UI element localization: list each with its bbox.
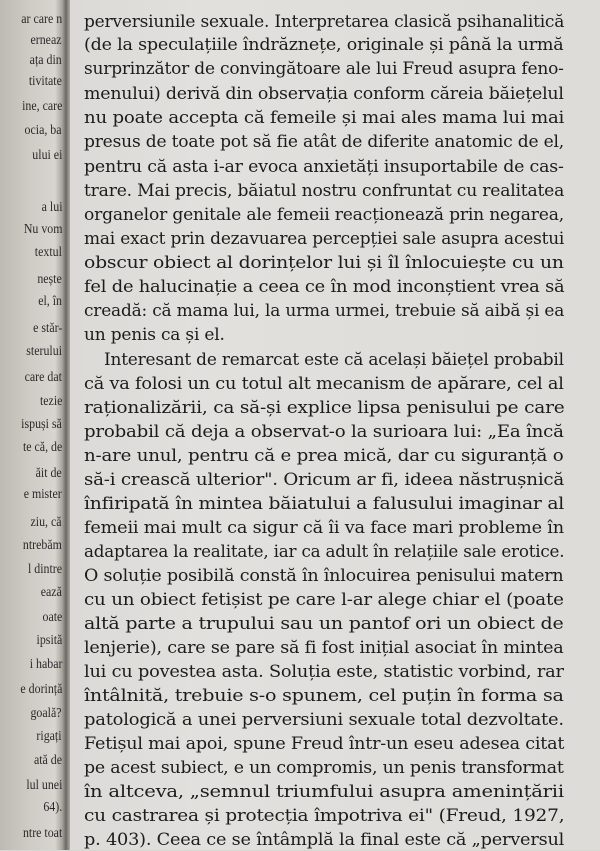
left-page-line: tezie	[39, 394, 62, 409]
left-page-line: 64).	[43, 800, 62, 815]
left-page-line: ează	[40, 585, 62, 600]
left-page-line: te că, de	[22, 440, 62, 455]
text-line: perversiunile sexuale. Interpretarea clasică psihanalitică	[84, 12, 565, 32]
left-page-line: lul unei	[25, 778, 62, 793]
text-line: lui cu povestea asta. Soluția este, statistic vorbind, rar	[84, 662, 564, 682]
left-page-line: ar care n	[21, 12, 62, 27]
text-line: fel de halucinație a ceea ce în mod inconștient vrea să	[84, 277, 565, 297]
text-line: (de la speculațiile îndrăznețe, originale și până la urmă	[84, 35, 564, 55]
left-page-line: el, în	[38, 294, 62, 309]
text-line: nu poate accepta că femeile și mai ales mama lui mai	[84, 108, 565, 128]
text-line: lenjerie), care se pare să fi fost inițial asociat în mintea	[84, 638, 564, 658]
left-page-line: nește	[37, 272, 62, 287]
left-page-line: erneaz	[30, 33, 62, 48]
text-line: cu un obiect fetișist pe care l-ar alege chiar el (poate	[84, 590, 564, 610]
text-line: Fetișul mai apoi, spune Freud într-un eseu adesea citat	[84, 734, 565, 754]
left-page-line: ată de	[33, 753, 62, 768]
text-line: înfiripată în mintea băiatului a falusului imaginar al	[84, 494, 565, 514]
left-page-line: ipsită	[36, 633, 62, 648]
left-page-line: goală?	[30, 706, 62, 721]
left-page-line: ocia, ba	[24, 123, 62, 138]
left-page-line: a lui	[41, 200, 62, 215]
text-line: organelor genitale ale femeii reacționează prin negarea,	[84, 205, 564, 225]
text-line: pentru că asta i-ar evoca anxietăți insuportabile de cas-	[84, 157, 564, 177]
left-page-line: ața din	[29, 53, 62, 68]
text-line: un penis ca și el.	[84, 325, 225, 345]
left-page-line: i habar	[29, 657, 62, 672]
left-page-line: textul	[34, 245, 62, 260]
left-page-line: Nu vom	[23, 222, 62, 237]
left-page-line: ispuși să	[21, 417, 62, 432]
text-line: surprinzător de convingătoare ale lui Freud asupra feno-	[84, 59, 564, 79]
text-line: O soluție posibilă constă în înlocuirea penisului matern	[84, 566, 564, 586]
left-page-line: oate	[42, 610, 62, 625]
left-page-line: sterului	[26, 344, 62, 359]
text-line: presus de toate pot să fie atât de diferite anatomic de el,	[84, 132, 564, 152]
text-line: p. 403). Ceea ce se întâmplă la final este că „perversul	[84, 830, 565, 850]
text-line: adaptarea la realitate, iar ca adult în relațiile sale erotice.	[84, 542, 565, 562]
text-line: obscur obiect al dorințelor lui și îl înlocuiește cu un	[84, 253, 564, 273]
text-line: patologică a unei perversiuni sexuale total dezvoltate.	[84, 710, 564, 730]
text-line: pe acest subiect, e un compromis, un penis transformat	[84, 758, 564, 778]
left-page-line: ului ei	[31, 148, 62, 163]
text-line: raționalizării, ca să-și explice lipsa penisului pe care	[84, 398, 565, 418]
text-line: n-are unul, pentru că e prea mică, dar cu siguranță o	[84, 446, 564, 466]
left-page-line: ntrebăm	[23, 538, 62, 553]
left-page-line: e mister	[23, 487, 62, 502]
text-line: mai exact prin dezavuarea percepției sale asupra acestui	[84, 229, 565, 249]
text-line: femeii mai mult ca sigur că îi va face mari probleme în	[84, 518, 564, 538]
text-line: probabil că deja a observat-o la surioara lui: „Ea încă	[84, 422, 564, 442]
text-line: trare. Mai precis, băiatul nostru confruntat cu realitatea	[84, 181, 565, 201]
left-page-line: ziu, că	[30, 515, 62, 530]
left-page-line: ăit de	[35, 466, 62, 481]
left-page-line: e stăr-	[32, 321, 62, 336]
text-line: în altceva, „semnul triumfului asupra amenințării	[84, 782, 564, 802]
text-line: cu castrarea și protecția împotriva ei" (Freud, 1927,	[84, 806, 565, 826]
text-line: să-i crească ulterior". Oricum ar fi, ideea năstrușnică	[84, 470, 565, 490]
text-line: Interesant de remarcat este că același băiețel probabil	[104, 350, 564, 370]
text-line: întâlnită, trebuie s-o spunem, cel puțin în forma sa	[84, 686, 564, 706]
text-line: creadă: că mama lui, la urma urmei, trebuie să aibă și ea	[84, 301, 565, 321]
left-page-line: rigați	[36, 729, 62, 744]
left-page-line: ntre toat	[22, 826, 62, 841]
text-line: că va folosi un cu totul alt mecanism de apărare, cel al	[84, 374, 564, 394]
left-page-line: tivitate	[28, 74, 62, 89]
text-line: altă parte a trupului sau un pantof ori un obiect de	[84, 614, 564, 634]
text-line: menului) derivă din observația conform căreia băiețelul	[84, 84, 564, 104]
left-page-line: e dorință	[20, 682, 62, 697]
left-page-line: care dat	[24, 370, 62, 385]
left-page-fragment	[0, 0, 68, 850]
left-page-line: ine, care	[21, 99, 62, 114]
left-page-line: l dintre	[27, 562, 62, 577]
